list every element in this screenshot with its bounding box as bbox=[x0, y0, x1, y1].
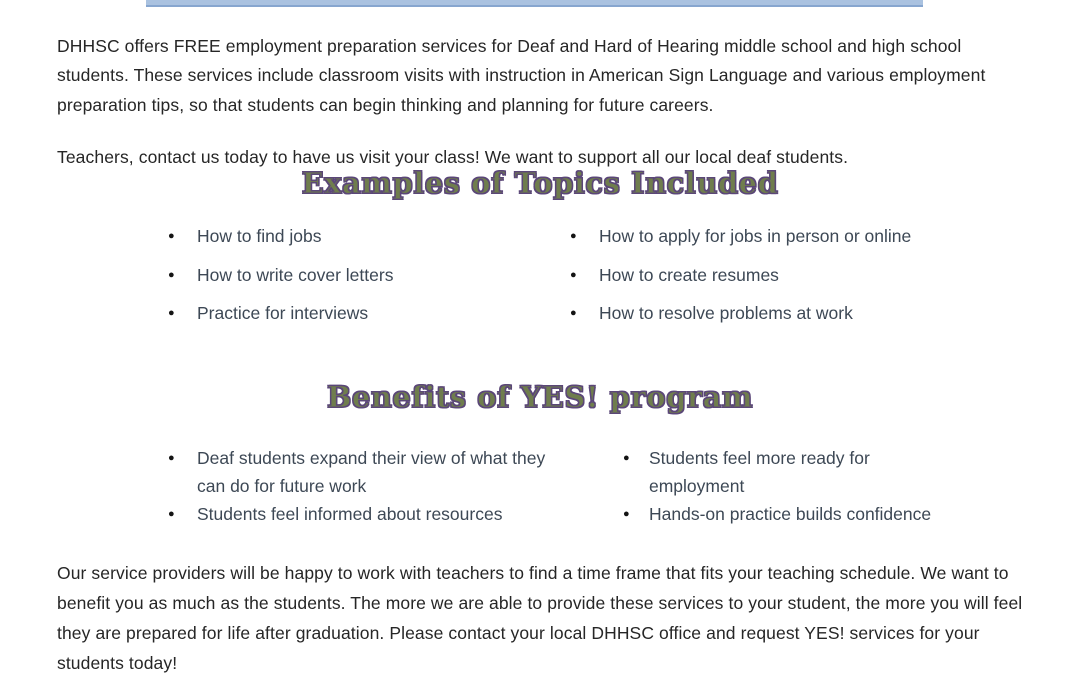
bullet-icon: ● bbox=[168, 230, 175, 242]
list-item bbox=[168, 444, 557, 500]
list-item bbox=[623, 444, 949, 500]
bullet-icon: ● bbox=[623, 508, 630, 520]
list-item-text: How to find jobs bbox=[197, 226, 322, 246]
cropped-textbox-bottom-border bbox=[146, 0, 923, 7]
benefits-list-left bbox=[168, 444, 557, 528]
bullet-icon: ● bbox=[570, 230, 577, 242]
bullet-icon: ● bbox=[168, 452, 175, 464]
list-item-text: Students feel more ready for employment bbox=[649, 448, 870, 496]
list-item-text: How to write cover letters bbox=[197, 264, 394, 285]
list-item-text: Practice for interviews bbox=[197, 303, 369, 323]
benefits-heading: Benefits of YES! program bbox=[326, 380, 754, 414]
list-item-text: Students feel informed about resources bbox=[197, 504, 503, 524]
topics-list-left bbox=[168, 226, 393, 342]
list-item-text: How to resolve problems at work bbox=[599, 303, 853, 323]
list-item-text: How to apply for jobs in person or online bbox=[599, 226, 912, 246]
teachers-cta-paragraph: Teachers, contact us today to have us visit your class! We want to support all our local deaf students. bbox=[57, 146, 849, 167]
list-item-text: Hands-on practice builds confidence bbox=[649, 504, 932, 524]
list-item bbox=[168, 226, 393, 247]
list-item bbox=[570, 226, 911, 247]
topics-heading: Examples of Topics Included bbox=[301, 166, 779, 200]
bullet-icon: ● bbox=[168, 307, 175, 319]
closing-paragraph: Our service providers will be happy to work with teachers to find a time frame that fits your teaching schedule. We want to benefit you as much as the students. The more we are able to provide these services to your student, the more you will feel they are prepared for life after graduation. Please contact your local DHHSC office and request YES! services for your students today! bbox=[57, 562, 1023, 673]
list-item bbox=[570, 303, 911, 324]
list-item bbox=[570, 265, 911, 286]
list-item bbox=[168, 303, 393, 324]
bullet-icon: ● bbox=[570, 268, 577, 281]
list-item-text: How to create resumes bbox=[599, 264, 779, 285]
bullet-icon: ● bbox=[623, 452, 630, 464]
list-item bbox=[168, 500, 557, 528]
bullet-icon: ● bbox=[168, 508, 175, 520]
benefits-list-right bbox=[623, 444, 949, 528]
intro-paragraph: DHHSC offers FREE employment preparation services for Deaf and Hard of Hearing middle school and high school students. These services include classroom visits with instruction in American Sign Language and various employment preparation tips, so that students can begin thinking and planning for future careers. bbox=[57, 35, 986, 115]
bullet-icon: ● bbox=[570, 307, 577, 319]
topics-list-right bbox=[570, 226, 911, 342]
list-item bbox=[623, 500, 949, 528]
bullet-icon: ● bbox=[168, 268, 175, 281]
list-item-text: Deaf students expand their view of what they can do for future work bbox=[197, 448, 546, 496]
list-item bbox=[168, 265, 393, 286]
